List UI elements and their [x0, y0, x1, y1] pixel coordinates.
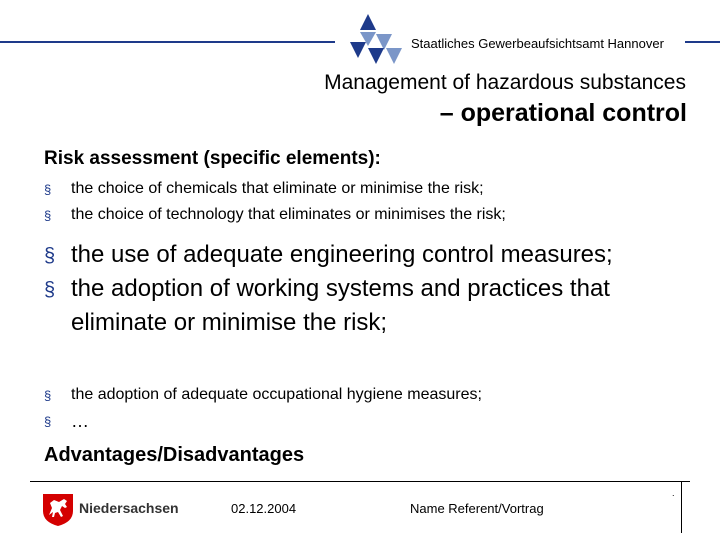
list-item-text: the adoption of adequate occupational hygiene measures; — [71, 386, 482, 403]
list-item-text: … — [71, 411, 89, 431]
triangle-star-icon — [346, 12, 408, 68]
bullet-list-3 — [44, 382, 482, 434]
list-item — [44, 202, 506, 228]
footer-reference: Name Referent/Vortrag — [410, 501, 544, 516]
advantages-heading: Advantages/Disadvantages — [44, 444, 305, 466]
slide-title-line2: – operational control — [439, 99, 687, 127]
bullet-list-2 — [44, 238, 681, 340]
niedersachsen-horse-icon — [40, 491, 76, 527]
footer-date: 02.12.2004 — [231, 501, 297, 516]
list-item — [44, 408, 482, 434]
list-item — [44, 238, 681, 272]
bullet-marker: § — [44, 414, 52, 429]
list-item-text: the choice of technology that eliminates or minimises the risk; — [71, 206, 506, 223]
list-item — [44, 272, 681, 340]
slide-title-line1: Management of hazardous substances — [324, 71, 686, 94]
footer-brand: Niedersachsen — [79, 500, 179, 516]
bullet-marker: § — [44, 182, 52, 197]
section-heading: Risk assessment (specific elements): — [44, 148, 381, 169]
bullet-marker: § — [44, 279, 56, 301]
bullet-marker: § — [44, 245, 56, 267]
page-mark: . — [672, 488, 675, 498]
footer-divider — [30, 481, 690, 482]
header-line-left — [0, 41, 335, 43]
bullet-list-1 — [44, 176, 506, 228]
list-item-text: the adoption of working systems and practices that eliminate or minimise the risk; — [71, 275, 610, 336]
bullet-marker: § — [44, 208, 52, 223]
footer-vertical-divider — [681, 481, 682, 533]
list-item — [44, 176, 506, 202]
organization-name: Staatliches Gewerbeaufsichtsamt Hannover — [411, 36, 664, 51]
list-item — [44, 382, 482, 408]
header-line-right — [685, 41, 720, 43]
list-item-text: the choice of chemicals that eliminate or minimise the risk; — [71, 180, 484, 197]
bullet-marker: § — [44, 388, 52, 403]
list-item-text: the use of adequate engineering control measures; — [71, 241, 613, 268]
